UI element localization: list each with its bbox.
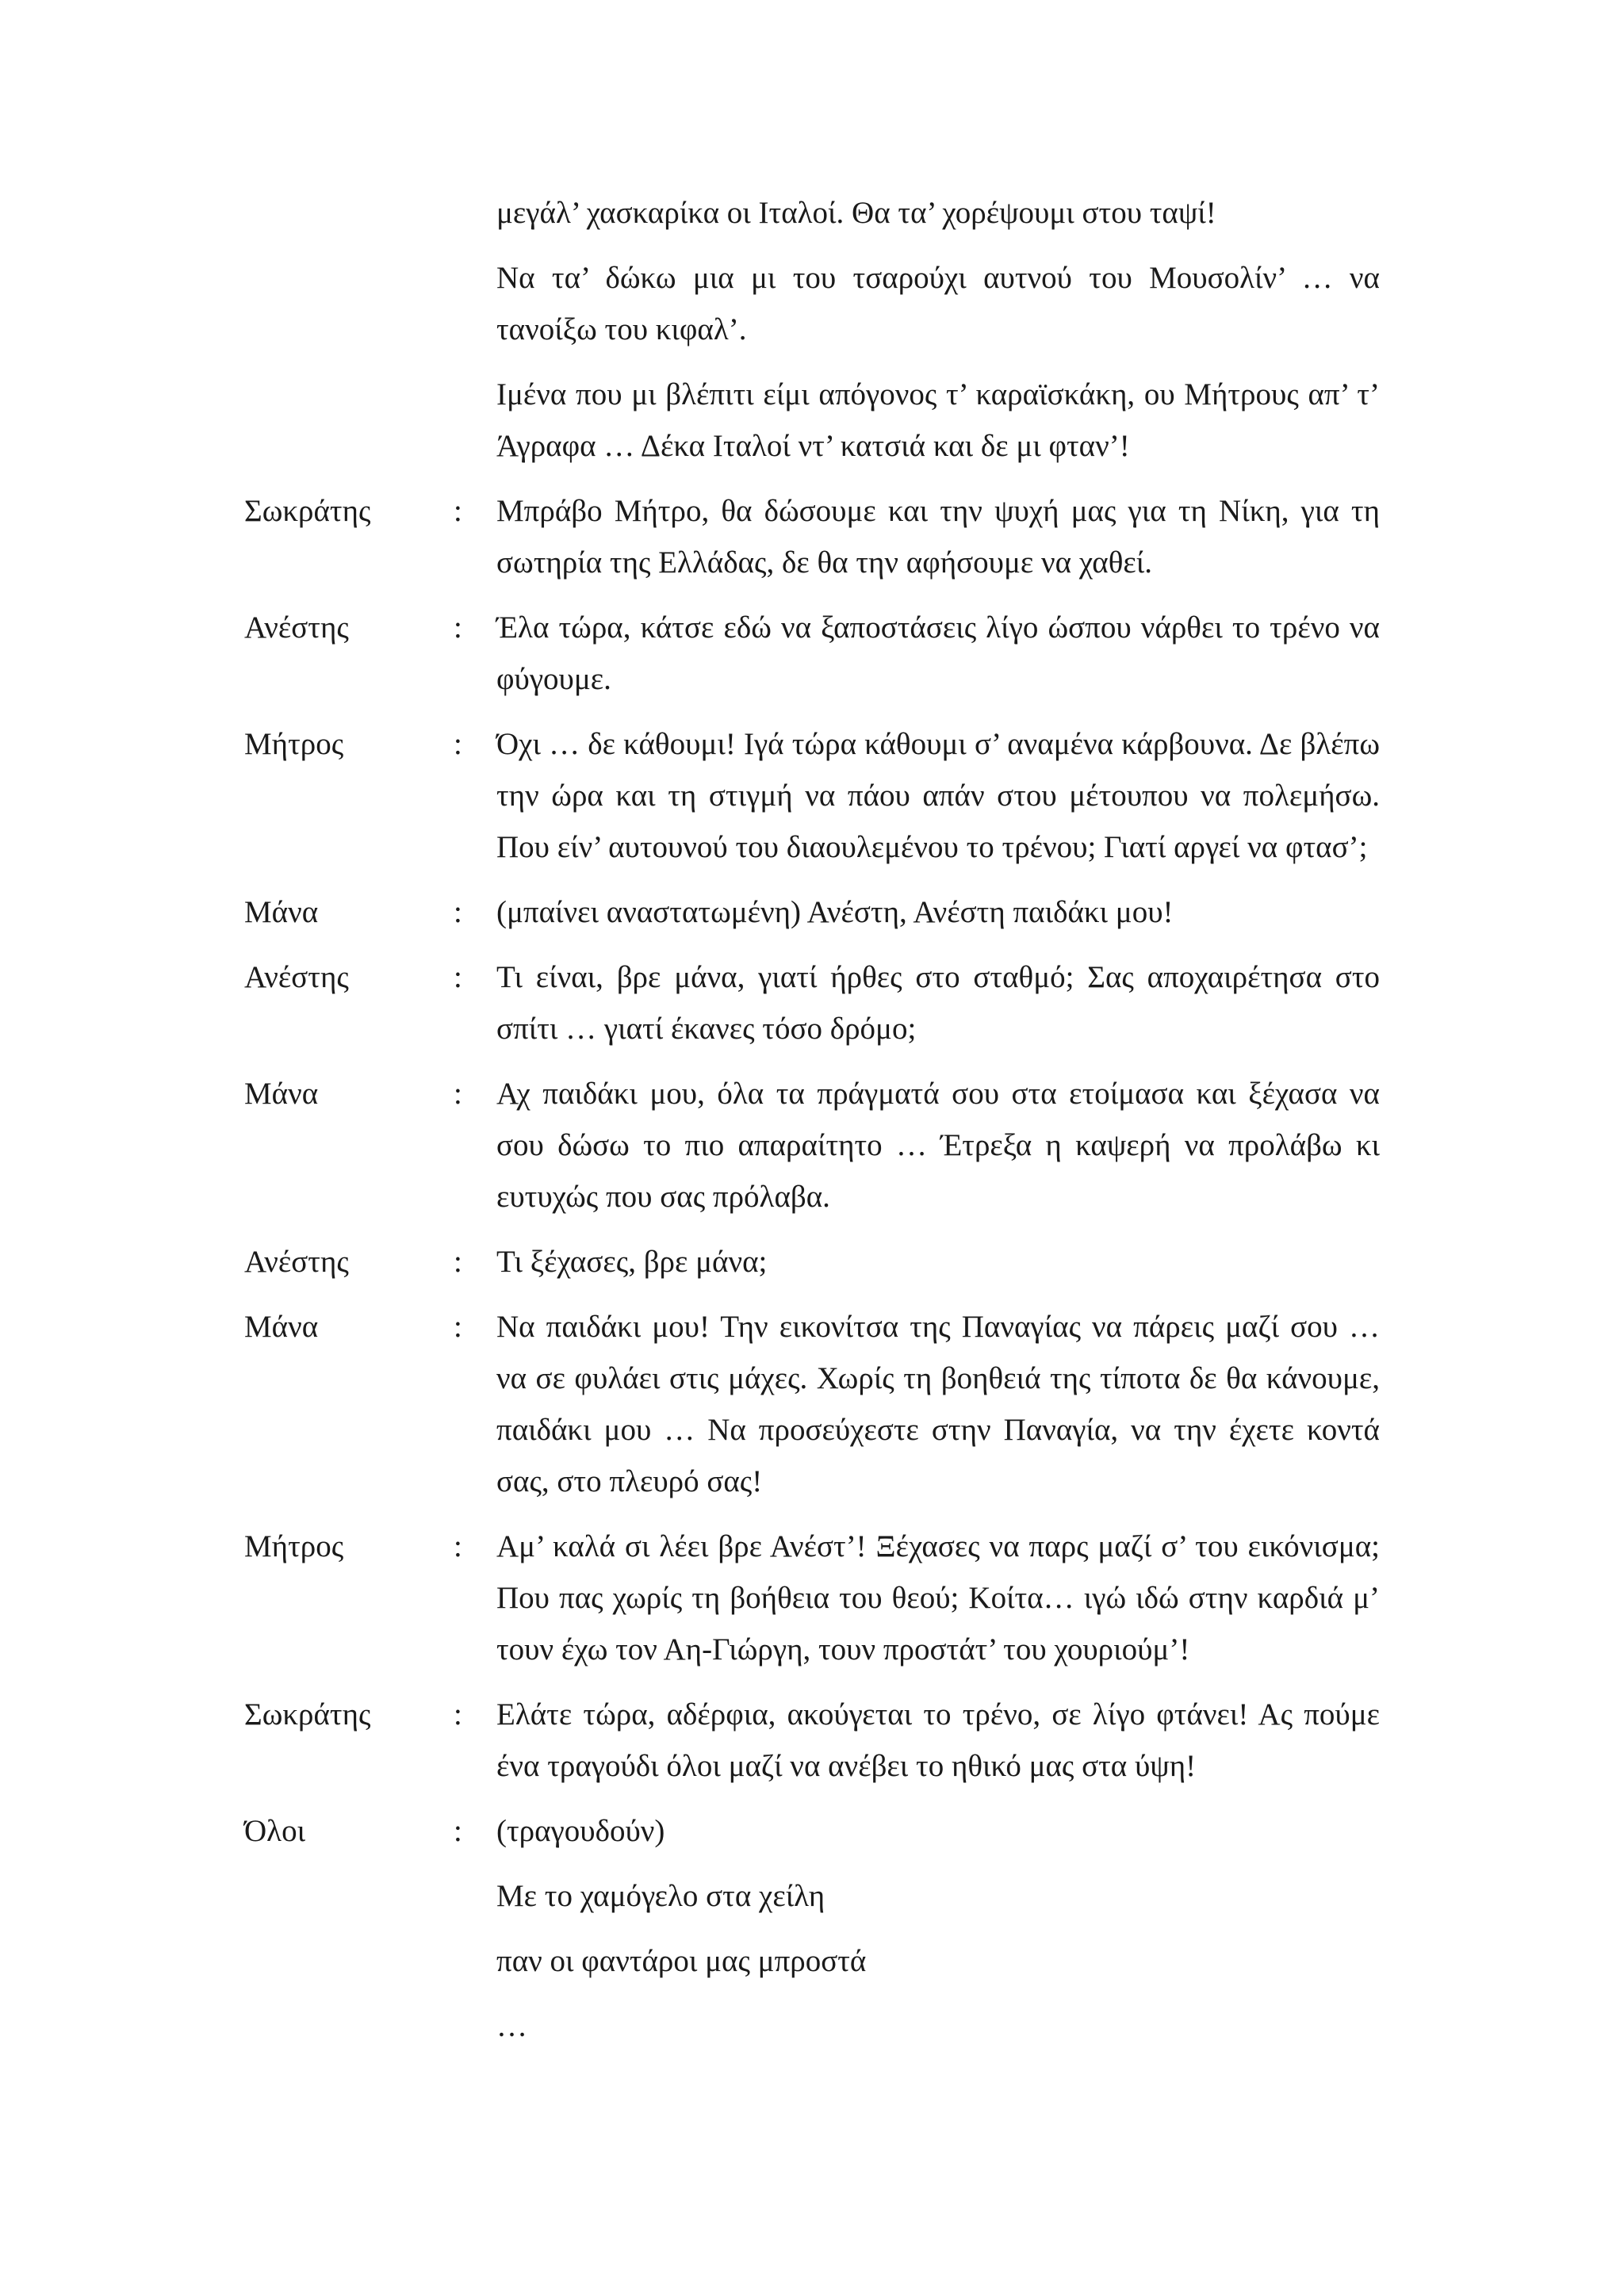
dialogue-paragraph: … (496, 2009, 527, 2043)
dialogue-paragraph: Να τα’ δώκω μια μι του τσαρούχι αυτνού του Μουσολίν’ … να τανοίξω του κιφαλ’. (496, 261, 1380, 346)
dialogue-text (496, 886, 1380, 938)
dialogue-text (496, 602, 1380, 705)
dialogue-paragraph: Μπράβο Μήτρο, θα δώσουμε και την ψυχή μας για τη Νίκη, για τη σωτηρία της Ελλάδας, δε θα την αφήσουμε να χαθεί. (496, 494, 1380, 580)
dialogue-text (496, 951, 1380, 1054)
dialogue-text (496, 1301, 1380, 1507)
dialogue-text (496, 718, 1380, 873)
speaker-colon: : (454, 494, 462, 528)
dialogue-paragraph: Έλα τώρα, κάτσε εδώ να ξαποστάσεις λίγο ώσπου νάρθει το τρένο να φύγουμε. (496, 610, 1380, 696)
dialogue-row (0, 1805, 1624, 2052)
speaker-colon: : (454, 727, 462, 761)
dialogue-row (0, 187, 1624, 472)
dialogue-row (0, 602, 1624, 705)
speaker-name: Ανέστης (244, 610, 349, 645)
speaker-name: Μήτρος (244, 1529, 344, 1563)
speaker-colon: : (454, 1697, 462, 1732)
dialogue-paragraph: Αχ παιδάκι μου, όλα τα πράγματά σου στα ετοίμασα και ξέχασα να σου δώσω το πιο απαραίτητο … Έτρεξα η καψερή να προλάβω κι ευτυχώς που σας πρόλαβα. (496, 1077, 1380, 1214)
dialogue-paragraph: παν οι φαντάροι μας μπροστά (496, 1944, 867, 1978)
dialogue-text (496, 187, 1380, 472)
dialogue-paragraph: (μπαίνει αναστατωμένη) Ανέστη, Ανέστη παιδάκι μου! (496, 895, 1174, 929)
speaker-colon: : (454, 1077, 462, 1111)
dialogue-row (0, 485, 1624, 588)
dialogue-paragraph: Όχι … δε κάθουμι! Ιγά τώρα κάθουμι σ’ αναμένα κάρβουνα. Δε βλέπω την ώρα και τη στιγμή να πάου απάν στου μέτουπου να πολεμήσω. Που είν’ αυτουνού του διαουλεμένου το τρένου; Γιατί αργεί να φτασ’; (496, 727, 1380, 864)
dialogue-row (0, 1301, 1624, 1507)
speaker-colon: : (454, 1814, 462, 1848)
dialogue-text (496, 1521, 1380, 1675)
dialogue-paragraph: Με το χαμόγελο στα χείλη (496, 1879, 825, 1913)
dialogue-paragraph: Ελάτε τώρα, αδέρφια, ακούγεται το τρένο, σε λίγο φτάνει! Ας πούμε ένα τραγούδι όλοι μαζί να ανέβει το ηθικό μας στα ύψη! (496, 1697, 1380, 1783)
speaker-name: Μάνα (244, 1310, 319, 1344)
dialogue-paragraph: Ιμένα που μι βλέπιτι είμι απόγονος τ’ καραϊσκάκη, ου Μήτρους απ’ τ’ Άγραφα … Δέκα Ιταλοί ντ’ κατσιά και δε μι φταν’! (496, 377, 1380, 463)
dialogue-text (496, 1805, 1380, 2052)
dialogue-paragraph: Να παιδάκι μου! Την εικονίτσα της Παναγίας να πάρεις μαζί σου … να σε φυλάει στις μάχες. Χωρίς τη βοηθειά της τίποτα δε θα κάνουμε, παιδάκι μου … Να προσεύχεστε στην Παναγία, να την έχετε κοντά σας, στο πλευρό σας! (496, 1310, 1380, 1498)
play-script (0, 187, 1624, 2052)
dialogue-row (0, 1689, 1624, 1792)
dialogue-text (496, 485, 1380, 588)
dialogue-text (496, 1068, 1380, 1223)
dialogue-row (0, 886, 1624, 938)
speaker-name: Ανέστης (244, 960, 349, 994)
speaker-colon: : (454, 1245, 462, 1279)
dialogue-row (0, 1521, 1624, 1675)
speaker-name: Όλοι (244, 1814, 306, 1848)
dialogue-paragraph: Τι ξέχασες, βρε μάνα; (496, 1245, 768, 1279)
speaker-name: Μάνα (244, 1077, 319, 1111)
speaker-colon: : (454, 1310, 462, 1344)
speaker-colon: : (454, 895, 462, 929)
speaker-colon: : (454, 1529, 462, 1563)
dialogue-paragraph: Αμ’ καλά σι λέει βρε Ανέστ’! Ξέχασες να παρς μαζί σ’ του εικόνισμα; Που πας χωρίς τη βοήθεια του θεού; Κοίτα… ιγώ ιδώ στην καρδιά μ’ τουν έχω τον Αη-Γιώργη, τουν προστάτ’ του χουριούμ’! (496, 1529, 1380, 1667)
dialogue-row (0, 1236, 1624, 1288)
dialogue-row (0, 718, 1624, 873)
dialogue-row (0, 1068, 1624, 1223)
speaker-name: Μάνα (244, 895, 319, 929)
dialogue-text (496, 1236, 1380, 1288)
speaker-name: Μήτρος (244, 727, 344, 761)
speaker-name: Σωκράτης (244, 494, 371, 528)
dialogue-text (496, 1689, 1380, 1792)
dialogue-paragraph: (τραγουδούν) (496, 1814, 665, 1848)
speaker-colon: : (454, 960, 462, 994)
speaker-name: Ανέστης (244, 1245, 349, 1279)
dialogue-paragraph: Τι είναι, βρε μάνα, γιατί ήρθες στο σταθμό; Σας αποχαιρέτησα στο σπίτι … γιατί έκανες τόσο δρόμο; (496, 960, 1380, 1046)
speaker-name: Σωκράτης (244, 1697, 371, 1732)
dialogue-paragraph: μεγάλ’ χασκαρίκα οι Ιταλοί. Θα τα’ χορέψουμι στου ταψί! (496, 196, 1216, 230)
dialogue-row (0, 951, 1624, 1054)
speaker-colon: : (454, 610, 462, 645)
